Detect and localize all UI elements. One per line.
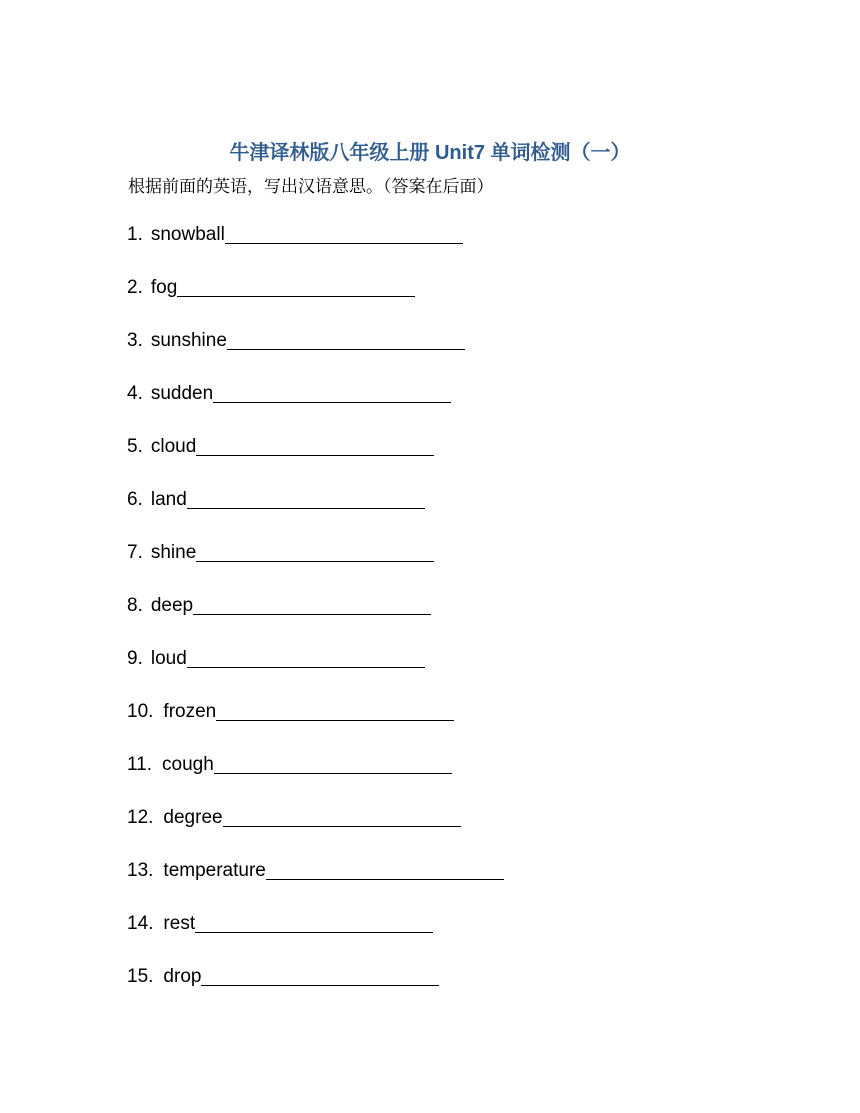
item-word: drop	[163, 966, 202, 987]
answer-blank[interactable]	[193, 592, 431, 615]
answer-blank[interactable]	[201, 963, 439, 986]
item-word: deep	[150, 595, 194, 616]
item-number: 2.	[127, 277, 143, 298]
instruction-text: 根据前面的英语，写出汉语意思。（答案在后面）	[128, 177, 494, 197]
item-number: 10.	[127, 701, 154, 722]
item-word: rest	[163, 913, 196, 934]
answer-blank[interactable]	[187, 486, 425, 509]
item-number: 6.	[127, 489, 143, 510]
list-item	[127, 857, 504, 910]
list-item	[127, 645, 504, 698]
answer-blank[interactable]	[223, 804, 461, 827]
item-word: sunshine	[150, 330, 227, 351]
item-number: 11.	[127, 754, 153, 775]
list-item	[127, 221, 504, 274]
item-word: cloud	[150, 436, 197, 457]
list-item	[127, 698, 504, 751]
vocabulary-list	[127, 221, 504, 1016]
answer-blank[interactable]	[213, 380, 451, 403]
item-word: cough	[162, 754, 214, 775]
item-number: 1.	[127, 224, 143, 245]
item-number: 13.	[127, 860, 154, 881]
list-item	[127, 327, 504, 380]
list-item	[127, 910, 504, 963]
list-item	[127, 539, 504, 592]
answer-blank[interactable]	[227, 327, 465, 350]
list-item	[127, 380, 504, 433]
list-item	[127, 751, 504, 804]
item-word: frozen	[163, 701, 217, 722]
answer-blank[interactable]	[216, 698, 454, 721]
list-item	[127, 274, 504, 327]
list-item	[127, 433, 504, 486]
item-number: 7.	[127, 542, 143, 563]
item-number: 15.	[127, 966, 154, 987]
item-word: temperature	[163, 860, 266, 881]
answer-blank[interactable]	[187, 645, 425, 668]
list-item	[127, 963, 504, 1016]
page-title: 牛津译林版八年级上册 Unit7 单词检测（一）	[229, 142, 631, 164]
item-number: 3.	[127, 330, 143, 351]
item-number: 12.	[127, 807, 154, 828]
answer-blank[interactable]	[225, 221, 463, 244]
list-item	[127, 486, 504, 539]
item-number: 5.	[127, 436, 143, 457]
item-word: degree	[163, 807, 223, 828]
answer-blank[interactable]	[196, 433, 434, 456]
item-word: shine	[150, 542, 197, 563]
item-number: 8.	[127, 595, 143, 616]
item-number: 9.	[127, 648, 143, 669]
item-word: loud	[150, 648, 187, 669]
item-word: fog	[150, 277, 178, 298]
item-word: snowball	[150, 224, 225, 245]
answer-blank[interactable]	[266, 857, 504, 880]
item-number: 4.	[127, 383, 143, 404]
list-item	[127, 804, 504, 857]
item-word: sudden	[150, 383, 214, 404]
answer-blank[interactable]	[196, 539, 434, 562]
item-number: 14.	[127, 913, 154, 934]
item-word: land	[150, 489, 187, 510]
list-item	[127, 592, 504, 645]
answer-blank[interactable]	[195, 910, 433, 933]
answer-blank[interactable]	[214, 751, 452, 774]
answer-blank[interactable]	[177, 274, 415, 297]
